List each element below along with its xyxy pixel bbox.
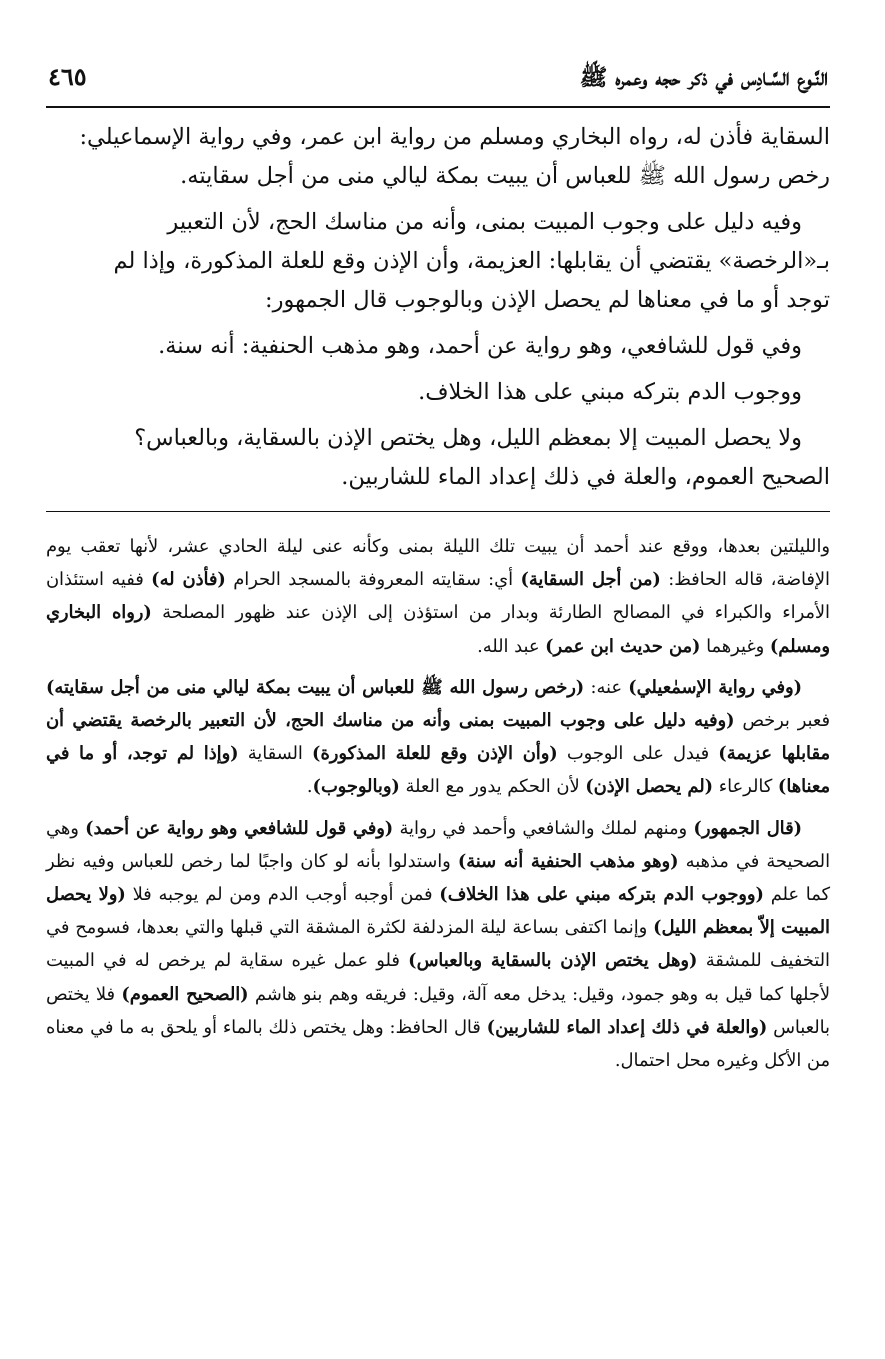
commentary-paragraph xyxy=(46,812,830,1078)
commentary-paragraph xyxy=(46,530,830,663)
note-text: أي: سقايته المعروفة بالمسجد الحرام xyxy=(225,569,521,591)
note-text: وإنما اكتفى بساعة ليلة المزدلفة لكثرة المشقة التي قبلها والتي بعدها، فسومح في التخفيف للمشقة xyxy=(46,917,830,972)
main-line: توجد أو ما في معناها لم يحصل الإذن وبالوجوب قال الجمهور: xyxy=(265,287,830,313)
quoted-phrase: (من حديث ابن عمر) xyxy=(545,635,701,657)
note-text: واستدلوا بأنه لو كان واجبًا لما رخص للعباس وفيه نظر كما علم xyxy=(46,850,830,906)
note-text: فيدل على الوجوب xyxy=(557,743,719,765)
quoted-phrase: (وأن الإذن وقع للعلة المذكورة) xyxy=(312,743,558,765)
quoted-phrase: (وفي رواية الإسمٰعيلي) xyxy=(628,676,802,698)
quoted-phrase: (ولا يحصل المبيت إلاّ بمعظم الليل) xyxy=(46,884,830,939)
note-text: فعبر برخص xyxy=(734,710,830,732)
page-number: ٤٦٥ xyxy=(48,62,87,91)
main-line: السقاية فأذن له، رواه البخاري ومسلم من رواية ابن عمر، وفي رواية الإسماعيلي: xyxy=(79,124,830,150)
note-text: وهي الصحيحة في مذهبه xyxy=(46,817,831,872)
header-rule xyxy=(46,106,830,108)
note-text: عنه: xyxy=(584,676,629,698)
note-text: السقاية xyxy=(238,743,313,765)
quoted-phrase: (وبالوجوب) xyxy=(312,776,400,798)
quoted-phrase: (رواه البخاري ومسلم) xyxy=(46,602,830,657)
running-header xyxy=(46,62,830,102)
quoted-phrase: (وهل يختص الإذن بالسقاية وبالعباس) xyxy=(408,950,698,972)
quoted-phrase: (فأذن له) xyxy=(151,569,226,591)
quoted-phrase: (قال الجمهور) xyxy=(693,817,802,839)
main-line: بـ«الرخصة» يقتضي أن يقابلها: العزيمة، وأن الإذن وقع للعلة المذكورة، وإذا لم xyxy=(113,248,830,274)
note-text: فمن أوجبه أوجب الدم ومن لم يوجبه فلا xyxy=(125,884,440,906)
main-text xyxy=(46,118,830,497)
main-line: الصحيح العموم، والعلة في ذلك إعداد الماء للشاربين. xyxy=(341,464,830,490)
note-text: ففيه استئذان الأمراء والكبراء في المصالح الطارئة وبدار من استؤذن إلى الإذن عند ظهور المصلحة xyxy=(46,569,830,624)
note-text: والليلتين بعدها، ووقع عند أحمد أن يبيت تلك الليلة بمنى وكأنه عنى ليلة الحادي عشر، لأنها تعقب يوم الإفاضة، قاله الحافظ: xyxy=(46,536,830,591)
footnote-divider xyxy=(46,511,830,512)
note-text: فلا يختص بالعباس xyxy=(46,983,830,1038)
quoted-phrase: (لم يحصل الإذن) xyxy=(585,776,714,798)
quoted-phrase: (الصحيح العموم) xyxy=(121,983,249,1005)
commentary-paragraph xyxy=(46,671,830,804)
quoted-phrase: (وفيه دليل على وجوب المبيت بمنى وأنه من مناسك الحج، لأن التعبير بالرخصة يقتضي أن مقابلها عزيمة) xyxy=(46,710,830,765)
quoted-phrase: (وهو مذهب الحنفية أنه سنة) xyxy=(457,850,679,872)
main-line: ووجوب الدم بتركه مبني على هذا الخلاف. xyxy=(418,379,802,405)
main-line: رخص رسول الله ﷺ للعباس أن يبيت بمكة ليالي منى من أجل سقايته. xyxy=(180,163,830,189)
main-line: وفيه دليل على وجوب المبيت بمنى، وأنه من مناسك الحج، لأن التعبير xyxy=(167,209,802,235)
quoted-phrase: (من أجل السقاية) xyxy=(520,569,661,591)
quoted-phrase: (وفي قول للشافعي وهو رواية عن أحمد) xyxy=(85,817,394,839)
note-text: وغيرهما xyxy=(700,635,770,657)
commentary xyxy=(46,530,830,1077)
note-text: فلو عمل غيره سقاية لم يرخص له في المبيت لأجلها كما قيل به وهو جمود، وقيل: يدخل معه آلة، وقيل: فريقه وهم بنو هاشم xyxy=(46,950,830,1005)
note-text: . xyxy=(306,776,313,798)
quoted-phrase: (رخص رسول الله ﷺ للعباس أن يبيت بمكة ليالي منى من أجل سقايته) xyxy=(46,676,585,698)
main-line: وفي قول للشافعي، وهو رواية عن أحمد، وهو مذهب الحنفية: أنه سنة. xyxy=(158,333,802,359)
quoted-phrase: (وإذا لم توجد، أو ما في معناها) xyxy=(46,743,830,798)
note-text: كالرعاء xyxy=(713,776,778,798)
quoted-phrase: (ووجوب الدم بتركه مبني على هذا الخلاف) xyxy=(439,884,764,906)
note-text: قال الحافظ: وهل يختص ذلك بالماء أو يلحق به ما في معناه من الأكل وغيره محل احتمال. xyxy=(46,1016,830,1072)
running-title: النَّـوع السَّـادِس في ذكر حجه وعمره ﷺ xyxy=(579,64,828,91)
quoted-phrase: (والعلة في ذلك إعداد الماء للشاربين) xyxy=(486,1016,768,1038)
note-text: لأن الحكم يدور مع العلة xyxy=(399,776,586,798)
main-line: ولا يحصل المبيت إلا بمعظم الليل، وهل يختص الإذن بالسقاية، وبالعباس؟ xyxy=(134,425,802,451)
note-text: ومنهم لملك والشافعي وأحمد في رواية xyxy=(393,817,694,839)
note-text: عبد الله. xyxy=(477,635,546,657)
